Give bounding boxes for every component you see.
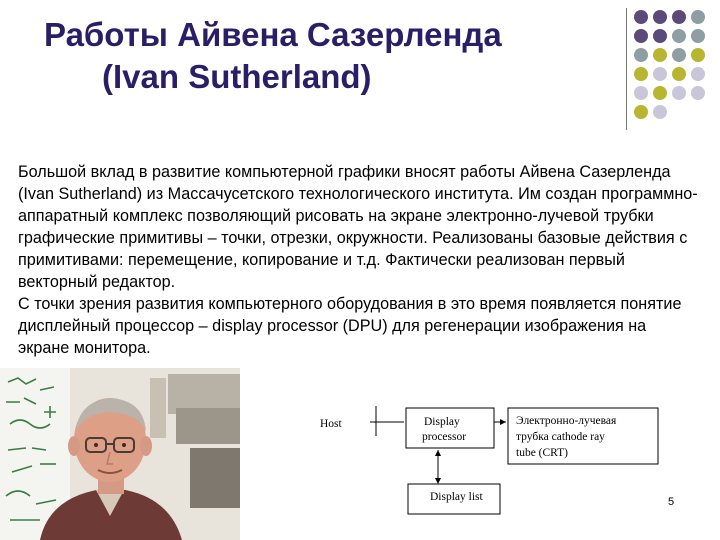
slide-title [44, 14, 604, 98]
crt-label-2: трубка cathode ray [516, 431, 605, 443]
dot [672, 29, 686, 43]
dpu-block-diagram [312, 396, 675, 540]
dot [634, 67, 648, 81]
display-processor-label-1: Display [424, 416, 460, 428]
dot [634, 105, 648, 119]
dot [672, 86, 686, 100]
dot [653, 67, 667, 81]
title-line-2: (Ivan Sutherland) [102, 58, 372, 95]
dot [672, 67, 686, 81]
dot [653, 86, 667, 100]
crt-label-1: Электронно-лучевая [516, 415, 617, 427]
dot [691, 10, 705, 24]
dot [672, 10, 686, 24]
slide-body-text [18, 161, 698, 359]
body-paragraph-2: С точки зрения развития компьютерного оборудования в это время появляется понятие дисплейный процессор – display processor (DPU) для регенерации изображения на экране монитора. [18, 295, 682, 357]
page-number: 5 [668, 496, 675, 508]
crt-label-3: tube (CRT) [516, 447, 569, 459]
dot [653, 29, 667, 43]
arrow-up-icon [435, 450, 441, 456]
arrow-down-icon [435, 478, 441, 484]
display-processor-label-2: processor [422, 431, 467, 443]
dot [634, 29, 648, 43]
dot [691, 48, 705, 62]
decorative-divider [626, 8, 627, 130]
dot [634, 86, 648, 100]
portrait-illustration [0, 368, 240, 540]
dot [691, 29, 705, 43]
dot [691, 86, 705, 100]
dot [634, 10, 648, 24]
dot [653, 105, 667, 119]
dot [653, 10, 667, 24]
ivan-sutherland-photo [0, 368, 240, 540]
dot [691, 67, 705, 81]
arrow-head-icon [500, 419, 506, 425]
body-paragraph-1: Большой вклад в развитие компьютерной графики вносят работы Айвена Сазерленда (Ivan Sutherland) из Массачусетского технологического института. Им создан программно-аппаратный комплекс позволяющий рисовать на экране электронно-лучевой трубки графические примитивы – точки, отрезки, окружности. Реализованы базовые действия с примитивами: перемещение, копирование и т.д. Фактически реализован первый векторный редактор. [18, 163, 698, 291]
dot [634, 48, 648, 62]
title-line-1: Работы Айвена Сазерленда [44, 16, 502, 53]
display-list-label: Display list [430, 491, 483, 503]
host-label: Host [320, 418, 342, 430]
dot [653, 48, 667, 62]
dot [672, 48, 686, 62]
